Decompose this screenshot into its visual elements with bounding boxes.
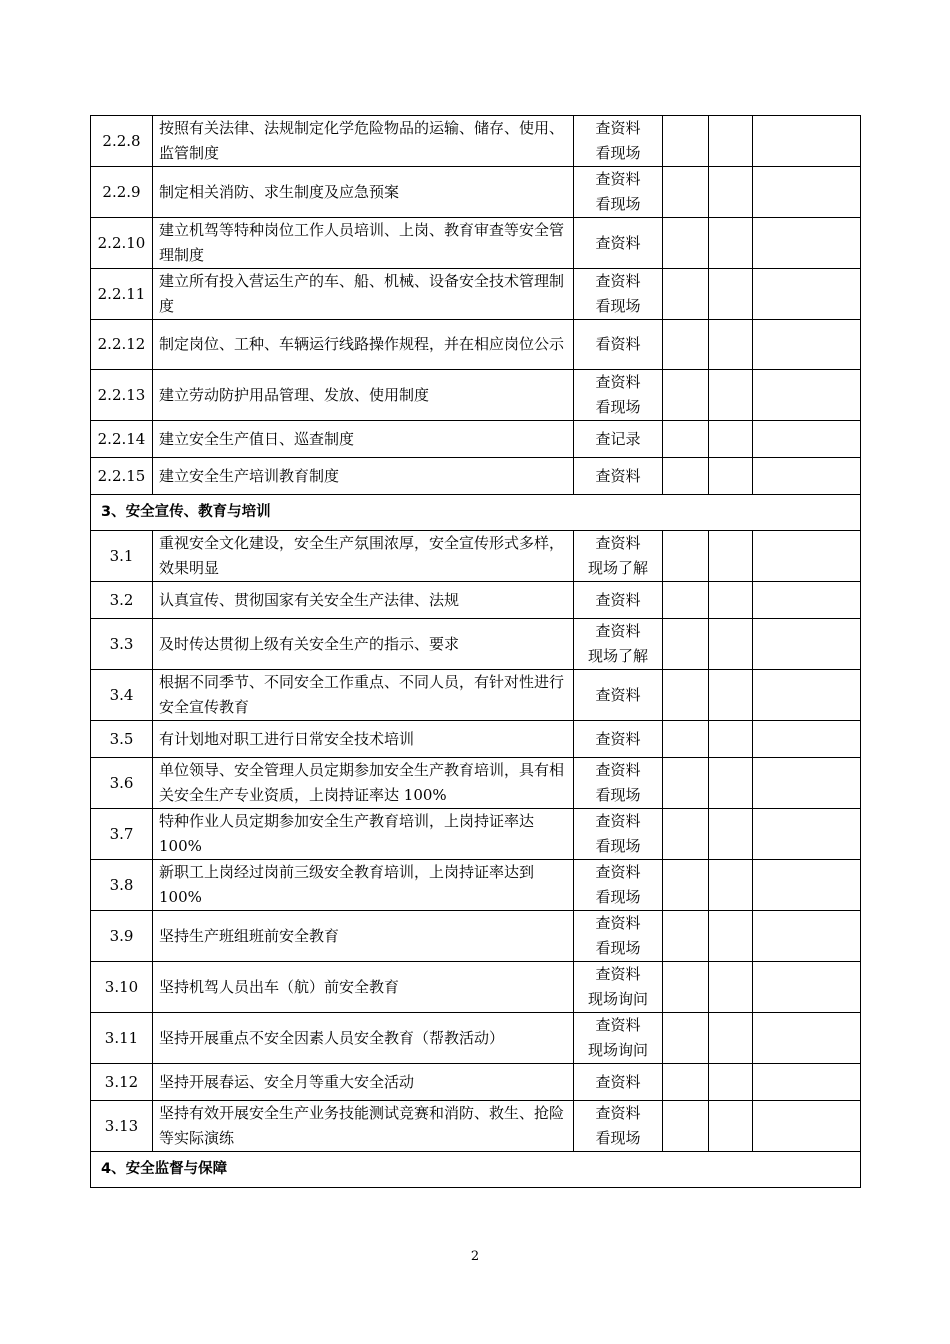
remarks-cell [753, 809, 861, 860]
item-requirement: 坚持开展重点不安全因素人员安全教育（帮教活动） [153, 1013, 574, 1064]
check-method [574, 320, 663, 370]
table-row [91, 269, 861, 320]
score-cell-2 [709, 531, 753, 582]
check-method [574, 721, 663, 758]
item-number: 3.1 [91, 531, 153, 582]
score-cell-2 [709, 619, 753, 670]
item-requirement: 及时传达贯彻上级有关安全生产的指示、要求 [153, 619, 574, 670]
score-cell-2 [709, 1064, 753, 1101]
item-number: 3.5 [91, 721, 153, 758]
check-method-line: 查资料 [595, 373, 641, 391]
score-cell-2 [709, 721, 753, 758]
check-method-line: 查资料 [595, 812, 641, 830]
section-title: 4、安全监督与保障 [91, 1152, 861, 1188]
table-row [91, 758, 861, 809]
item-number: 3.4 [91, 670, 153, 721]
table-row [91, 670, 861, 721]
check-method-line: 看现场 [595, 837, 641, 855]
item-number: 3.10 [91, 962, 153, 1013]
check-method-line: 查资料 [595, 1072, 641, 1091]
score-cell-1 [663, 721, 709, 758]
score-cell-2 [709, 218, 753, 269]
check-method-line: 现场询问 [587, 1041, 648, 1059]
check-method [574, 758, 663, 809]
item-number: 2.2.11 [91, 269, 153, 320]
check-method-line: 查资料 [595, 914, 641, 932]
remarks-cell [753, 670, 861, 721]
item-requirement: 制定相关消防、求生制度及应急预案 [153, 167, 574, 218]
remarks-cell [753, 269, 861, 320]
check-method-line: 看现场 [595, 297, 641, 315]
table-row [91, 320, 861, 370]
table-row [91, 1101, 861, 1152]
table-row [91, 370, 861, 421]
score-cell-1 [663, 911, 709, 962]
score-cell-1 [663, 962, 709, 1013]
score-cell-1 [663, 860, 709, 911]
item-requirement: 按照有关法律、法规制定化学危险物品的运输、储存、使用、监管制度 [153, 116, 574, 167]
check-method-line: 现场了解 [587, 559, 648, 577]
check-method-line: 现场询问 [587, 990, 648, 1008]
check-method-line: 查资料 [595, 233, 641, 252]
score-cell-2 [709, 116, 753, 167]
item-requirement: 单位领导、安全管理人员定期参加安全生产教育培训，具有相关安全生产专业资质，上岗持证率达 100% [153, 758, 574, 809]
score-cell-1 [663, 1101, 709, 1152]
check-method-line: 看现场 [595, 888, 641, 906]
table-row [91, 962, 861, 1013]
item-number: 2.2.14 [91, 421, 153, 458]
table-row [91, 860, 861, 911]
item-requirement: 建立所有投入营运生产的车、船、机械、设备安全技术管理制度 [153, 269, 574, 320]
item-number: 3.12 [91, 1064, 153, 1101]
check-method-line: 看现场 [595, 144, 641, 162]
checklist-table [90, 115, 861, 1188]
check-method-line: 查资料 [595, 1016, 641, 1034]
score-cell-2 [709, 809, 753, 860]
item-number: 3.2 [91, 582, 153, 619]
table-row [91, 721, 861, 758]
check-method [574, 218, 663, 269]
item-requirement: 根据不同季节、不同安全工作重点、不同人员，有针对性进行安全宣传教育 [153, 670, 574, 721]
remarks-cell [753, 721, 861, 758]
score-cell-1 [663, 809, 709, 860]
item-number: 2.2.9 [91, 167, 153, 218]
item-number: 2.2.12 [91, 320, 153, 370]
table-row [91, 582, 861, 619]
item-number: 2.2.10 [91, 218, 153, 269]
score-cell-1 [663, 1013, 709, 1064]
check-method [574, 962, 663, 1013]
check-method [574, 670, 663, 721]
score-cell-1 [663, 758, 709, 809]
score-cell-2 [709, 320, 753, 370]
check-method [574, 167, 663, 218]
score-cell-1 [663, 167, 709, 218]
check-method [574, 116, 663, 167]
table-row [91, 458, 861, 495]
check-method-line: 查资料 [595, 170, 641, 188]
check-method-line: 查资料 [595, 863, 641, 881]
check-method-line: 查记录 [595, 429, 641, 448]
score-cell-2 [709, 458, 753, 495]
item-requirement: 坚持生产班组班前安全教育 [153, 911, 574, 962]
score-cell-2 [709, 860, 753, 911]
page-number: 2 [470, 1249, 480, 1264]
check-method-line: 查资料 [595, 466, 641, 485]
table-row [91, 531, 861, 582]
item-requirement: 建立机驾等特种岗位工作人员培训、上岗、教育审查等安全管理制度 [153, 218, 574, 269]
score-cell-2 [709, 370, 753, 421]
table-row [91, 116, 861, 167]
remarks-cell [753, 421, 861, 458]
item-requirement: 建立安全生产值日、巡查制度 [153, 421, 574, 458]
check-method-line: 查资料 [595, 965, 641, 983]
check-method [574, 860, 663, 911]
checklist-body [91, 116, 861, 1188]
score-cell-2 [709, 582, 753, 619]
remarks-cell [753, 962, 861, 1013]
check-method [574, 582, 663, 619]
check-method-line: 看现场 [595, 1129, 641, 1147]
check-method [574, 1101, 663, 1152]
item-number: 2.2.8 [91, 116, 153, 167]
check-method-line: 看现场 [595, 195, 641, 213]
remarks-cell [753, 458, 861, 495]
remarks-cell [753, 531, 861, 582]
table-row [91, 911, 861, 962]
item-requirement: 建立安全生产培训教育制度 [153, 458, 574, 495]
check-method-line: 看资料 [595, 335, 641, 353]
check-method-line: 查资料 [595, 1104, 641, 1122]
check-method [574, 1013, 663, 1064]
score-cell-1 [663, 218, 709, 269]
remarks-cell [753, 582, 861, 619]
table-row [91, 167, 861, 218]
item-requirement: 重视安全文化建设，安全生产氛围浓厚，安全宣传形式多样，效果明显 [153, 531, 574, 582]
remarks-cell [753, 116, 861, 167]
score-cell-1 [663, 116, 709, 167]
item-number: 2.2.13 [91, 370, 153, 421]
score-cell-1 [663, 619, 709, 670]
item-requirement: 特种作业人员定期参加安全生产教育培训，上岗持证率达 100% [153, 809, 574, 860]
item-requirement: 有计划地对职工进行日常安全技术培训 [153, 721, 574, 758]
remarks-cell [753, 1064, 861, 1101]
score-cell-2 [709, 1013, 753, 1064]
check-method-line: 查资料 [595, 622, 641, 640]
score-cell-1 [663, 582, 709, 619]
item-number: 3.11 [91, 1013, 153, 1064]
score-cell-1 [663, 421, 709, 458]
table-row [91, 619, 861, 670]
score-cell-2 [709, 758, 753, 809]
score-cell-2 [709, 1101, 753, 1152]
score-cell-2 [709, 670, 753, 721]
remarks-cell [753, 320, 861, 370]
score-cell-1 [663, 320, 709, 370]
score-cell-2 [709, 421, 753, 458]
check-method [574, 1064, 663, 1101]
item-number: 3.8 [91, 860, 153, 911]
item-number: 2.2.15 [91, 458, 153, 495]
remarks-cell [753, 860, 861, 911]
item-number: 3.6 [91, 758, 153, 809]
section-title: 3、安全宣传、教育与培训 [91, 495, 861, 531]
remarks-cell [753, 1013, 861, 1064]
item-requirement: 坚持机驾人员出车（航）前安全教育 [153, 962, 574, 1013]
check-method [574, 458, 663, 495]
remarks-cell [753, 370, 861, 421]
table-row [91, 1064, 861, 1101]
check-method-line: 查资料 [595, 729, 641, 748]
item-number: 3.3 [91, 619, 153, 670]
item-requirement: 认真宣传、贯彻国家有关安全生产法律、法规 [153, 582, 574, 619]
check-method-line: 看现场 [595, 939, 641, 957]
score-cell-1 [663, 1064, 709, 1101]
check-method-line: 查资料 [595, 685, 641, 704]
item-number: 3.13 [91, 1101, 153, 1152]
table-row [91, 421, 861, 458]
score-cell-1 [663, 458, 709, 495]
score-cell-2 [709, 962, 753, 1013]
remarks-cell [753, 167, 861, 218]
table-row [91, 218, 861, 269]
check-method-line: 查资料 [595, 590, 641, 609]
check-method [574, 269, 663, 320]
item-requirement: 建立劳动防护用品管理、发放、使用制度 [153, 370, 574, 421]
score-cell-2 [709, 269, 753, 320]
item-number: 3.9 [91, 911, 153, 962]
check-method-line: 查资料 [595, 119, 641, 137]
score-cell-1 [663, 269, 709, 320]
score-cell-1 [663, 370, 709, 421]
check-method [574, 619, 663, 670]
check-method-line: 查资料 [595, 761, 641, 779]
remarks-cell [753, 911, 861, 962]
check-method [574, 809, 663, 860]
section-header-row [91, 1152, 861, 1188]
check-method [574, 911, 663, 962]
remarks-cell [753, 619, 861, 670]
table-row [91, 1013, 861, 1064]
table-row [91, 809, 861, 860]
item-number: 3.7 [91, 809, 153, 860]
check-method-line: 现场了解 [587, 647, 648, 665]
score-cell-2 [709, 167, 753, 218]
section-header-row [91, 495, 861, 531]
check-method [574, 531, 663, 582]
check-method-line: 查资料 [595, 534, 641, 552]
check-method-line: 看现场 [595, 398, 641, 416]
check-method-line: 查资料 [595, 272, 641, 290]
remarks-cell [753, 218, 861, 269]
item-requirement: 坚持有效开展安全生产业务技能测试竞赛和消防、救生、抢险等实际演练 [153, 1101, 574, 1152]
item-requirement: 制定岗位、工种、车辆运行线路操作规程，并在相应岗位公示 [153, 320, 574, 370]
score-cell-1 [663, 670, 709, 721]
check-method-line: 看现场 [595, 786, 641, 804]
remarks-cell [753, 1101, 861, 1152]
check-method [574, 370, 663, 421]
item-requirement: 新职工上岗经过岗前三级安全教育培训，上岗持证率达到 100% [153, 860, 574, 911]
score-cell-1 [663, 531, 709, 582]
check-method [574, 421, 663, 458]
item-requirement: 坚持开展春运、安全月等重大安全活动 [153, 1064, 574, 1101]
score-cell-2 [709, 911, 753, 962]
remarks-cell [753, 758, 861, 809]
